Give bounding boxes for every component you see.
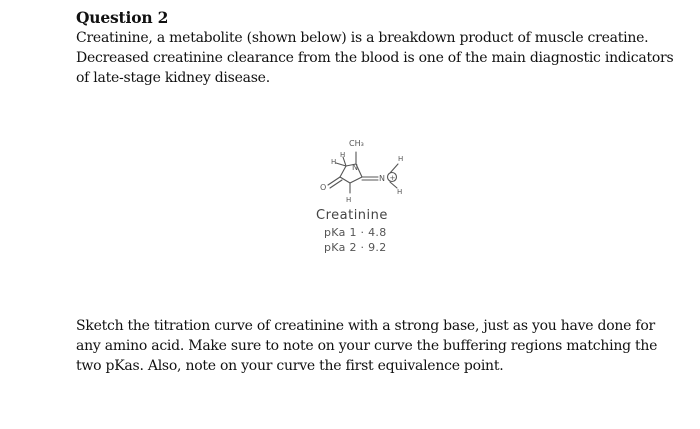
question-intro: Creatinine, a metabolite (shown below) is a breakdown product of muscle creatine. Decreased creatinine clearance from the blood is one of the main diagnostic indicators of late-stage kidney disease. xyxy=(76,30,674,86)
ring-bond xyxy=(350,177,362,183)
methyl-label: CH₃ xyxy=(349,139,364,148)
question-title: Question 2 xyxy=(76,8,169,27)
hydrogen-label: H xyxy=(346,196,352,204)
nitrogen-label: N xyxy=(379,174,385,183)
ring-bond xyxy=(340,166,346,177)
pka2-label: pKa 2 · 9.2 xyxy=(324,241,387,254)
h-bond xyxy=(336,163,346,166)
nh-bond xyxy=(390,182,397,188)
hydrogen-label: H xyxy=(340,151,346,159)
figure-caption: Creatinine xyxy=(316,208,388,223)
pka1-label: pKa 1 · 4.8 xyxy=(324,226,387,239)
hydrogen-label: H xyxy=(331,158,337,166)
nitrogen-label: N xyxy=(352,163,358,172)
hydrogen-label: H xyxy=(397,188,403,196)
nh-bond xyxy=(390,164,398,173)
creatinine-structure-drawing xyxy=(300,133,430,258)
carbonyl-bond xyxy=(330,180,342,188)
question-task: Sketch the titration curve of creatinine with a strong base, just as you have done for any amino acid. Make sure to note on your curve the buffering regions matching the two pKas. Also, note on your curve the first equivalence point. xyxy=(76,318,658,374)
carbonyl-bond xyxy=(328,177,340,185)
plus-label: + xyxy=(389,174,396,182)
creatinine-structure-sketch xyxy=(300,133,430,258)
oxygen-label: O xyxy=(320,183,327,192)
hydrogen-label: H xyxy=(398,155,404,163)
